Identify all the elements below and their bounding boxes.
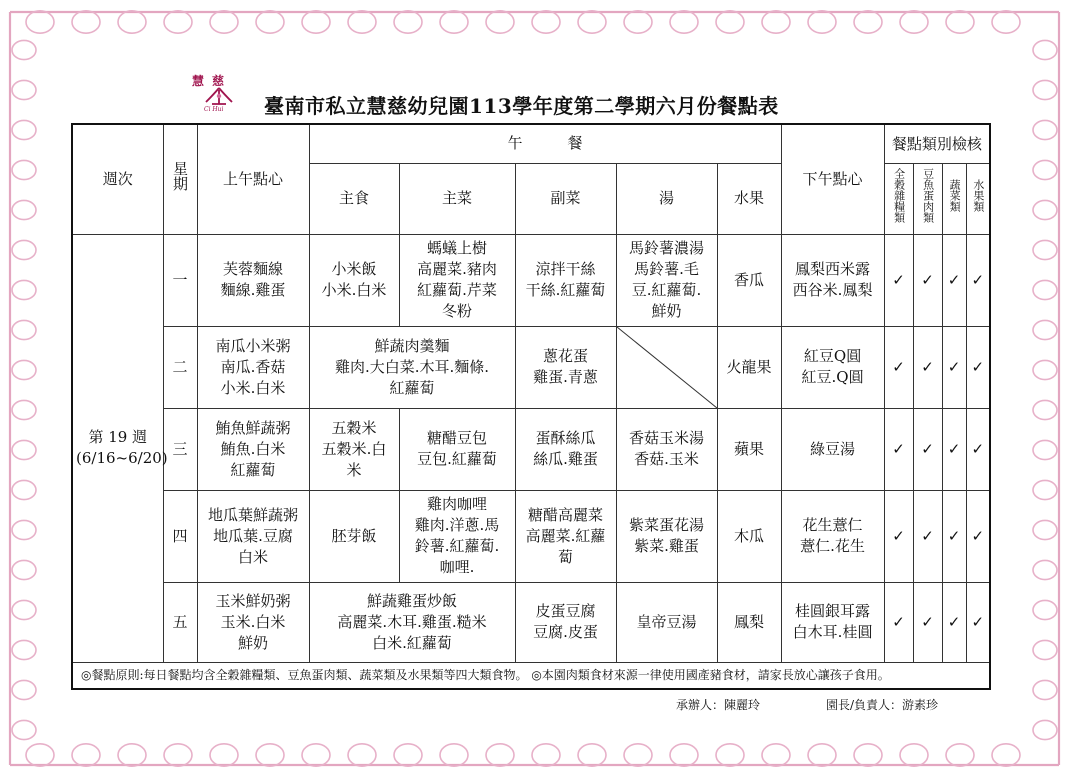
header-main-dish: 主菜 (399, 163, 515, 234)
border-swirl (532, 11, 560, 33)
staple-cell: 小米飯 小米.白米 (309, 234, 399, 326)
border-swirl (1033, 480, 1057, 499)
header-soup: 湯 (616, 163, 717, 234)
header-fruit: 水果 (717, 163, 781, 234)
border-swirl (210, 744, 238, 766)
afternoon-snack-cell: 紅豆Q圓 紅豆.Q圓 (781, 326, 884, 408)
header-week: 週次 (72, 124, 163, 234)
border-swirl (12, 600, 36, 619)
border-swirl (12, 640, 36, 659)
border-swirl (12, 240, 36, 259)
border-swirl (808, 744, 836, 766)
meal-table (71, 123, 991, 690)
header-weekday: 星期 (163, 124, 197, 234)
diagonal-line (617, 327, 717, 408)
fruit-cell: 蘋果 (717, 408, 781, 490)
logo-subtitle: Ci Hui (204, 106, 224, 113)
border-swirl (1033, 560, 1057, 579)
morning-snack-cell: 鮪魚鮮蔬粥 鮪魚.白米 紅蘿蔔 (197, 408, 309, 490)
week-label: 第 19 週 (88, 428, 148, 446)
check-mark: ✓ (966, 408, 990, 490)
side-dish-cell: 糖醋高麗菜 高麗菜.紅蘿 蔔 (515, 490, 616, 582)
border-swirl (854, 11, 882, 33)
border-swirl (12, 160, 36, 179)
header-check-group: 餐點類別檢核 (884, 124, 990, 163)
border-swirl (348, 744, 376, 766)
border-swirl (348, 11, 376, 33)
border-swirl (1033, 80, 1057, 99)
border-swirl (532, 744, 560, 766)
border-swirl (12, 40, 36, 59)
border-swirl (12, 720, 36, 739)
weekday-cell: 五 (163, 582, 197, 662)
check-mark: ✓ (884, 490, 913, 582)
border-swirl (716, 11, 744, 33)
border-swirl (992, 11, 1020, 33)
fruit-cell: 木瓜 (717, 490, 781, 582)
border-swirl (1033, 640, 1057, 659)
soup-cell: 皇帝豆湯 (616, 582, 717, 662)
check-mark: ✓ (966, 326, 990, 408)
border-swirl (302, 744, 330, 766)
border-swirl (210, 11, 238, 33)
check-mark: ✓ (913, 234, 942, 326)
border-swirl (12, 360, 36, 379)
border-swirl (12, 80, 36, 99)
border-swirl (854, 744, 882, 766)
lunch-combined-cell: 鮮蔬雞蛋炒飯 高麗菜.木耳.雞蛋.糙米 白米.紅蘿蔔 (309, 582, 515, 662)
border-swirl (946, 11, 974, 33)
lunch-combined-cell: 鮮蔬肉羹麵 雞肉.大白菜.木耳.麵條. 紅蘿蔔 (309, 326, 515, 408)
border-swirl (1033, 280, 1057, 299)
table-row (72, 234, 990, 326)
main-dish-cell: 螞蟻上樹 高麗菜.豬肉 紅蘿蔔.芹菜 冬粉 (399, 234, 515, 326)
border-swirl (1033, 440, 1057, 459)
border-swirl (578, 744, 606, 766)
border-swirl (26, 744, 54, 766)
border-swirl (486, 11, 514, 33)
header-check-grain: 全穀雜糧類 (884, 163, 913, 234)
check-mark: ✓ (942, 234, 966, 326)
border-swirl (670, 11, 698, 33)
main-dish-cell: 糖醋豆包 豆包.紅蘿蔔 (399, 408, 515, 490)
check-mark: ✓ (942, 408, 966, 490)
check-mark: ✓ (913, 408, 942, 490)
check-mark: ✓ (913, 326, 942, 408)
border-swirl (1033, 520, 1057, 539)
afternoon-snack-cell: 鳳梨西米露 西谷米.鳳梨 (781, 234, 884, 326)
staple-cell: 五穀米 五穀米.白 米 (309, 408, 399, 490)
border-swirl (12, 520, 36, 539)
border-swirl (1033, 600, 1057, 619)
table-row (72, 490, 990, 582)
border-swirl (12, 440, 36, 459)
meal-principle-note: ◎餐點原則:每日餐點均含全穀雜糧類、豆魚蛋肉類、蔬菜類及水果類等四大類食物。 ◎本園肉類食材來源一律使用國產豬食材，請家長放心讓孩子食用。 (72, 662, 990, 689)
side-dish-cell: 涼拌干絲 干絲.紅蘿蔔 (515, 234, 616, 326)
table-row (72, 326, 990, 408)
check-mark: ✓ (942, 490, 966, 582)
border-swirl (440, 744, 468, 766)
border-swirl (72, 11, 100, 33)
page-header (190, 72, 850, 122)
header-lunch: 午 餐 (309, 124, 781, 163)
afternoon-snack-cell: 花生薏仁 薏仁.花生 (781, 490, 884, 582)
border-swirl (256, 11, 284, 33)
border-swirl (624, 11, 652, 33)
border-swirl (486, 744, 514, 766)
border-swirl (164, 744, 192, 766)
border-swirl (12, 680, 36, 699)
flower-icon (204, 86, 234, 106)
border-swirl (900, 11, 928, 33)
header-check-veg: 蔬菜類 (942, 163, 966, 234)
morning-snack-cell: 玉米鮮奶粥 玉米.白米 鮮奶 (197, 582, 309, 662)
side-dish-cell: 蔥花蛋 雞蛋.青蔥 (515, 326, 616, 408)
check-mark: ✓ (884, 326, 913, 408)
side-dish-cell: 皮蛋豆腐 豆腐.皮蛋 (515, 582, 616, 662)
afternoon-snack-cell: 桂圓銀耳露 白木耳.桂圓 (781, 582, 884, 662)
header-side-dish: 副菜 (515, 163, 616, 234)
fruit-cell: 火龍果 (717, 326, 781, 408)
header-check-protein: 豆魚蛋肉類 (913, 163, 942, 234)
week-cell (72, 234, 168, 662)
border-swirl (1033, 720, 1057, 739)
border-swirl (808, 11, 836, 33)
border-swirl (670, 744, 698, 766)
border-swirl (118, 11, 146, 33)
border-swirl (1033, 360, 1057, 379)
fruit-cell: 香瓜 (717, 234, 781, 326)
border-swirl (12, 400, 36, 419)
border-swirl (900, 744, 928, 766)
border-swirl (118, 744, 146, 766)
header-morning-snack: 上午點心 (197, 124, 309, 234)
page-title: 臺南市私立慧慈幼兒園113學年度第二學期六月份餐點表 (264, 94, 779, 118)
border-swirl (1033, 240, 1057, 259)
border-swirl (1033, 200, 1057, 219)
soup-cell-empty (616, 326, 717, 408)
staple-cell: 胚芽飯 (309, 490, 399, 582)
border-swirl (992, 744, 1020, 766)
border-swirl (12, 280, 36, 299)
soup-cell: 紫菜蛋花湯 紫菜.雞蛋 (616, 490, 717, 582)
border-swirl (12, 200, 36, 219)
table-row (72, 408, 990, 490)
check-mark: ✓ (913, 490, 942, 582)
header-staple: 主食 (309, 163, 399, 234)
border-swirl (12, 320, 36, 339)
border-swirl (1033, 120, 1057, 139)
check-mark: ✓ (966, 582, 990, 662)
header-afternoon-snack: 下午點心 (781, 124, 884, 234)
check-mark: ✓ (884, 408, 913, 490)
weekday-cell: 一 (163, 234, 197, 326)
soup-cell: 馬鈴薯濃湯 馬鈴薯.毛 豆.紅蘿蔔. 鮮奶 (616, 234, 717, 326)
border-swirl (256, 744, 284, 766)
border-swirl (762, 744, 790, 766)
border-swirl (12, 120, 36, 139)
morning-snack-cell: 南瓜小米粥 南瓜.香菇 小米.白米 (197, 326, 309, 408)
side-dish-cell: 蛋酥絲瓜 絲瓜.雞蛋 (515, 408, 616, 490)
weekday-cell: 二 (163, 326, 197, 408)
check-mark: ✓ (884, 582, 913, 662)
border-swirl (164, 11, 192, 33)
border-swirl (624, 744, 652, 766)
morning-snack-cell: 地瓜葉鮮蔬粥 地瓜葉.豆腐 白米 (197, 490, 309, 582)
border-swirl (946, 744, 974, 766)
border-swirl (1033, 320, 1057, 339)
border-swirl (26, 11, 54, 33)
border-swirl (1033, 160, 1057, 179)
check-mark: ✓ (966, 234, 990, 326)
border-swirl (1033, 680, 1057, 699)
check-mark: ✓ (966, 490, 990, 582)
school-logo (190, 72, 250, 120)
border-swirl (578, 11, 606, 33)
weekday-cell: 四 (163, 490, 197, 582)
table-row (72, 582, 990, 662)
border-swirl (394, 11, 422, 33)
logo-text: 慧慈 (192, 74, 233, 88)
border-swirl (302, 11, 330, 33)
check-mark: ✓ (942, 582, 966, 662)
main-dish-cell: 雞肉咖哩 雞肉.洋蔥.馬 鈴薯.紅蘿蔔. 咖哩. (399, 490, 515, 582)
check-mark: ✓ (913, 582, 942, 662)
border-swirl (440, 11, 468, 33)
border-swirl (12, 560, 36, 579)
border-swirl (762, 11, 790, 33)
check-mark: ✓ (884, 234, 913, 326)
organizer-signature: 承辦人：陳麗玲 (676, 698, 761, 712)
week-range: (6/16~6/20) (76, 449, 168, 467)
border-swirl (394, 744, 422, 766)
border-swirl (1033, 40, 1057, 59)
morning-snack-cell: 芙蓉麵線 麵線.雞蛋 (197, 234, 309, 326)
weekday-cell: 三 (163, 408, 197, 490)
director-signature: 園長/負責人：游素珍 (826, 698, 939, 712)
border-swirl (716, 744, 744, 766)
header-check-fruit: 水果類 (966, 163, 990, 234)
border-swirl (1033, 400, 1057, 419)
border-swirl (72, 744, 100, 766)
afternoon-snack-cell: 綠豆湯 (781, 408, 884, 490)
check-mark: ✓ (942, 326, 966, 408)
fruit-cell: 鳳梨 (717, 582, 781, 662)
border-swirl (12, 480, 36, 499)
soup-cell: 香菇玉米湯 香菇.玉米 (616, 408, 717, 490)
